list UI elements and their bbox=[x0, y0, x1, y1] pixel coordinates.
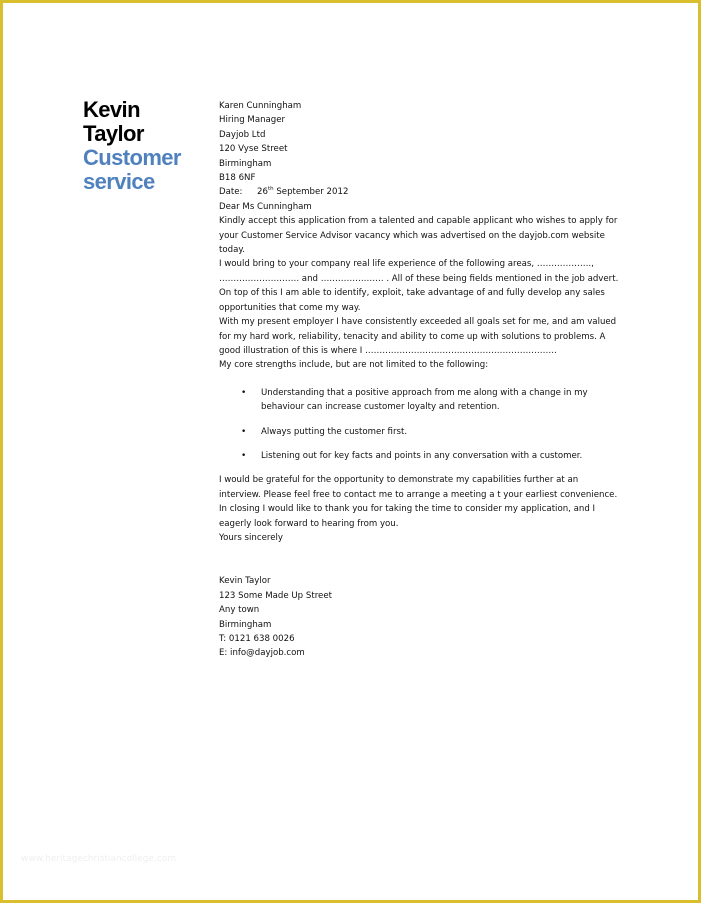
strengths-list bbox=[219, 386, 619, 464]
sender-town: Any town bbox=[219, 605, 260, 616]
recipient-company: Dayjob Ltd bbox=[219, 129, 266, 140]
strength-text: Listening out for key facts and points in any conversation with a customer. bbox=[261, 450, 583, 461]
paragraph-3: With my present employer I have consistently exceeded all goals set for me, and am valued for my hard work, reliability, tenacity and ability to come up with solutions to problems. A good illustration of this is where I …………………………………………………………. bbox=[219, 317, 617, 356]
date-day: 26 bbox=[257, 187, 268, 198]
watermark-text: www.heritagechristiancollege.com bbox=[21, 854, 176, 864]
name-header bbox=[83, 98, 213, 194]
strength-text: Always putting the customer first. bbox=[261, 426, 408, 437]
paragraph-1: Kindly accept this application from a talented and capable applicant who wishes to apply for your Customer Service Advisor vacancy which was advertised on the dayjob.com website today. bbox=[219, 216, 618, 256]
sender-name: Kevin Taylor bbox=[219, 576, 271, 587]
closing: Yours sincerely bbox=[219, 532, 283, 543]
recipient-title: Hiring Manager bbox=[219, 115, 286, 126]
sender-city: Birmingham bbox=[219, 619, 272, 630]
paragraph-3b: My core strengths include, but are not limited to the following: bbox=[219, 360, 489, 371]
sender-street: 123 Some Made Up Street bbox=[219, 590, 332, 601]
sender-email: E: info@dayjob.com bbox=[219, 648, 305, 659]
date-suffix: th bbox=[267, 186, 274, 193]
list-item bbox=[219, 449, 619, 463]
sender-address bbox=[219, 574, 619, 660]
paragraph-2: I would bring to your company real life experience of the following areas, ………………., ………………………. and …………………. . All of these being fields mentioned in the job advert. On top of this I am able to identify, exploit, take advantage of and fully develop any sales opportunities that come my way. bbox=[219, 259, 619, 313]
date-line bbox=[219, 185, 619, 199]
last-name: Taylor bbox=[83, 121, 144, 146]
strength-text: Understanding that a positive approach from me along with a change in my behaviour can increase customer loyalty and retention. bbox=[261, 387, 588, 413]
list-item bbox=[219, 386, 619, 415]
recipient-street: 120 Vyse Street bbox=[219, 144, 288, 155]
role-line-2: service bbox=[83, 169, 155, 194]
paragraph-4: I would be grateful for the opportunity to demonstrate my capabilities further at an interview. Please feel free to contact me to arrange a meeting a t your earliest convenience. In closing I would like to thank you for taking the time to consider my application, and I eagerly look forward to hearing from you. bbox=[219, 475, 618, 529]
sender-phone: T: 0121 638 0026 bbox=[219, 634, 295, 644]
recipient-city: Birmingham bbox=[219, 158, 272, 169]
list-item bbox=[219, 425, 619, 439]
bullet-icon: • bbox=[241, 450, 247, 461]
letter-body bbox=[219, 99, 619, 661]
date-label: Date: bbox=[219, 187, 243, 198]
date-rest: September 2012 bbox=[273, 187, 349, 198]
salutation: Dear Ms Cunningham bbox=[219, 201, 312, 212]
bullet-icon: • bbox=[241, 426, 247, 437]
recipient-postcode: B18 6NF bbox=[219, 173, 256, 184]
recipient-name: Karen Cunningham bbox=[219, 101, 302, 111]
recipient-address bbox=[219, 99, 619, 185]
bullet-icon: • bbox=[241, 387, 247, 398]
first-name: Kevin bbox=[83, 97, 140, 122]
role-line-1: Customer bbox=[83, 145, 181, 170]
